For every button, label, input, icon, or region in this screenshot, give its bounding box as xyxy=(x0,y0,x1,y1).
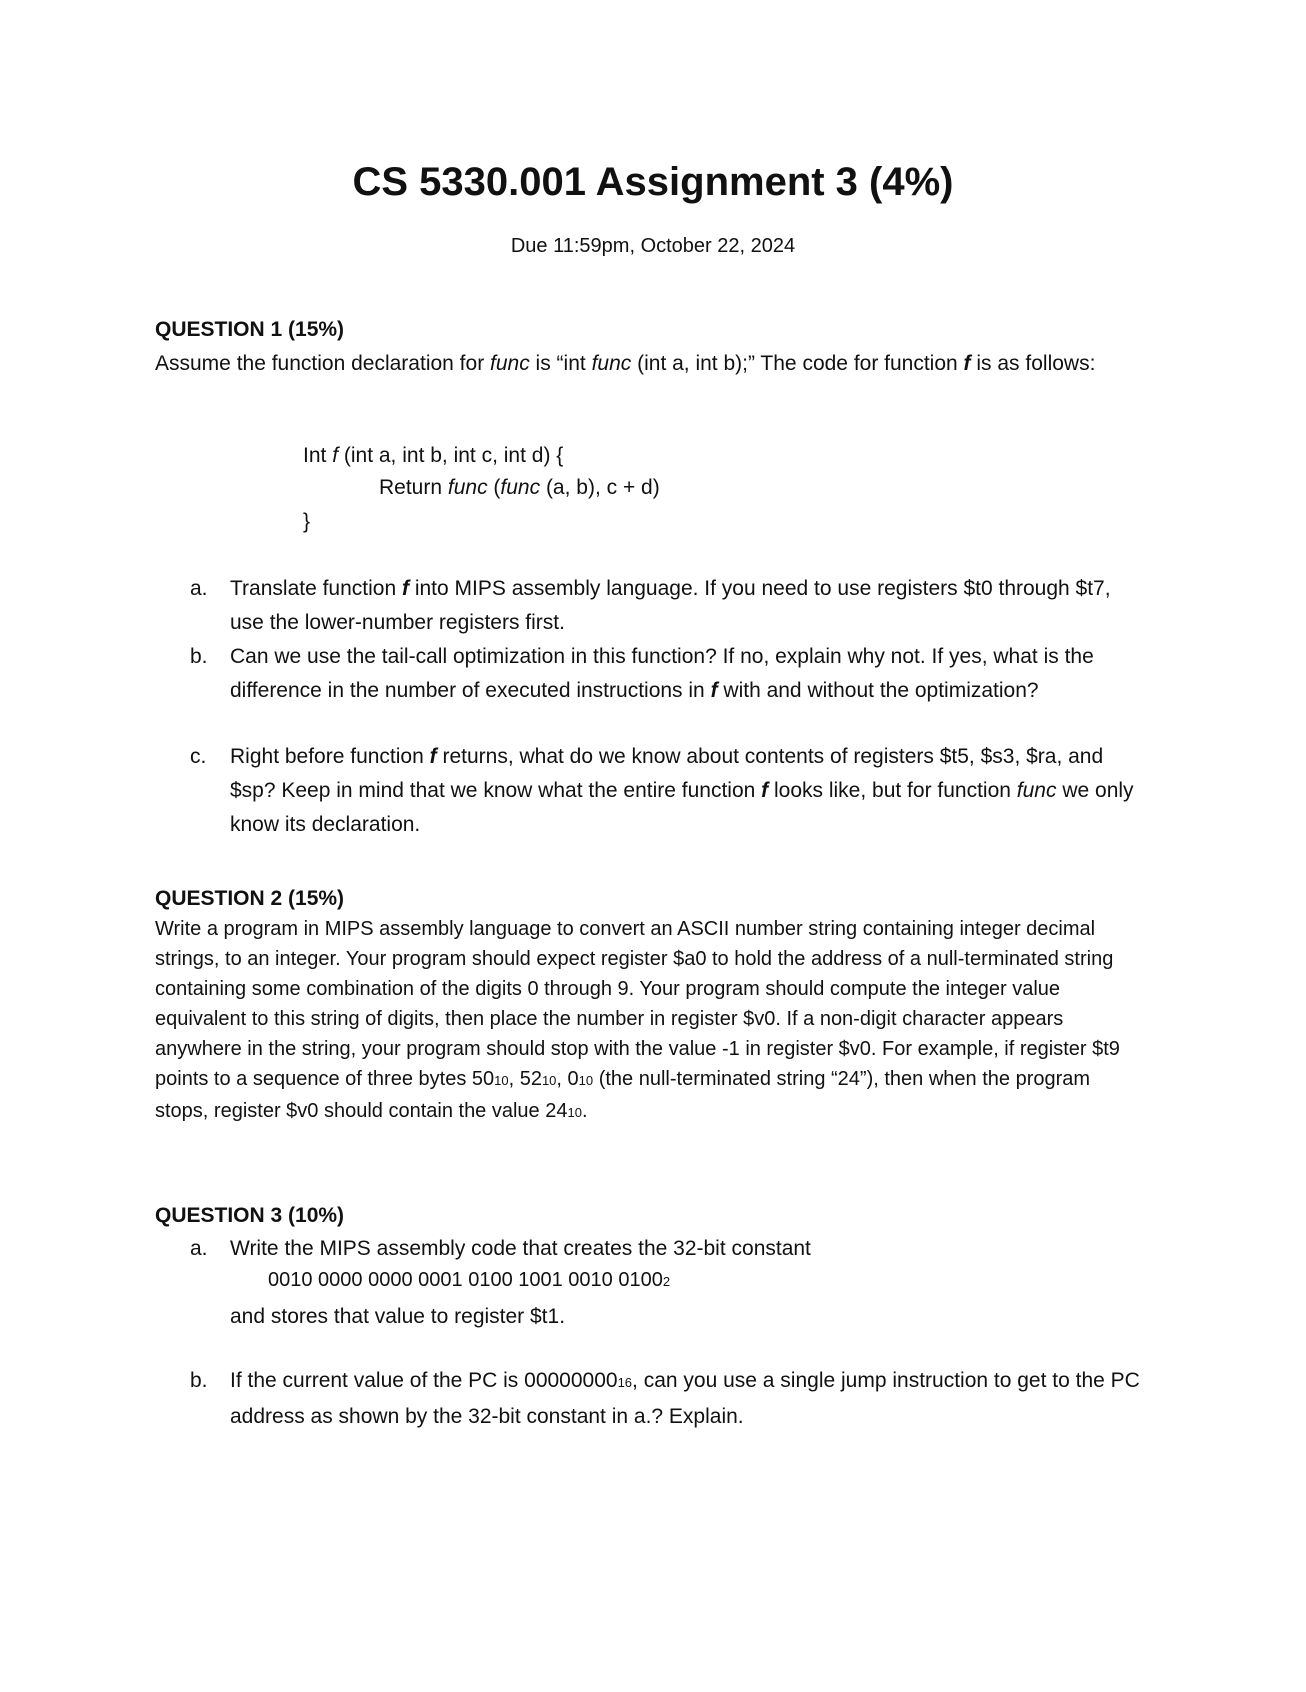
due-date: Due 11:59pm, October 22, 2024 xyxy=(510,235,796,257)
code-line-3: } xyxy=(303,510,311,533)
question-1-item-b: b. Can we use the tail-call optimization in this function? If no, explain why not. If yes, what is the difference in the number of executed instructions in f with and without the optimization? xyxy=(190,645,1094,702)
question-1-item-c: c. Right before function f returns, what do we know about contents of registers $t5, $s3, $ra, and $sp? Keep in mind that we know what the entire function f looks like, but for function func we only know its declaration. xyxy=(190,745,1134,836)
question-2-text: Write a program in MIPS assembly language to convert an ASCII number string containing integer decimal strings, to an integer. Your program should expect register $a0 to hold the address of a null-terminated string containing some combination of the digits 0 through 9. Your program should compute the integer value equivalent to this string of digits, then place the number in register $v0. If a non-digit character appears anywhere in the string, your program should stop with the value -1 in register $v0. For example, if register $t9 points to a sequence of three bytes 5010, 5210, 010 (the null-terminated string “24”), then when the program stops, register $v0 should contain the value 2410. xyxy=(155,918,1120,1122)
question-3-item-b: b. If the current value of the PC is 0000000016, can you use a single jump instruction to get to the PC address as shown by the 32-bit constant in a.? Explain. xyxy=(190,1369,1140,1428)
code-line-1: Int f (int a, int b, int c, int d) { xyxy=(303,444,564,467)
question-1-item-a: a. Translate function f into MIPS assembly language. If you need to use registers $t0 through $t7, use the lower-number registers first. xyxy=(190,577,1111,634)
code-line-2: Return func (func (a, b), c + d) xyxy=(379,476,660,499)
document-title: CS 5330.001 Assignment 3 (4%) xyxy=(352,160,954,204)
question-1-heading: QUESTION 1 (15%) xyxy=(155,318,345,341)
binary-constant: 0010 0000 0000 0001 0100 1001 0010 01002 xyxy=(268,1269,671,1291)
question-3-item-a-cont: and stores that value to register $t1. xyxy=(230,1305,566,1328)
question-1-intro: Assume the function declaration for func is “int func (int a, int b);” The code for function f is as follows: xyxy=(155,352,1096,375)
question-2-heading: QUESTION 2 (15%) xyxy=(155,887,345,910)
question-3-item-a: a. Write the MIPS assembly code that creates the 32-bit constant xyxy=(190,1237,811,1260)
question-3-heading: QUESTION 3 (10%) xyxy=(155,1204,345,1227)
